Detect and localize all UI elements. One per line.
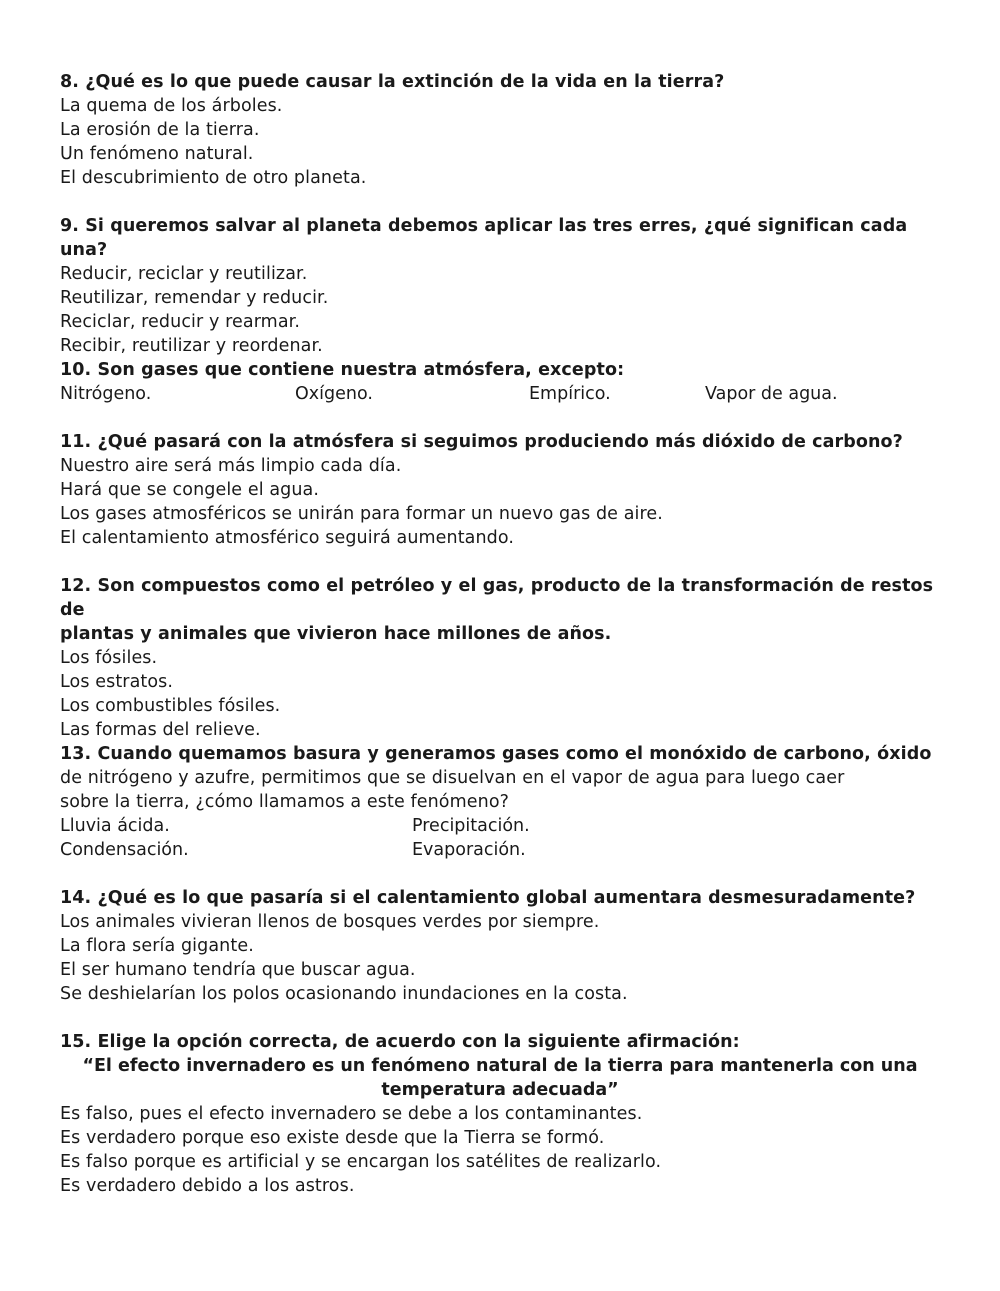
answer-row [60, 838, 940, 862]
question-title-continued: plantas y animales que vivieron hace millones de años. [60, 624, 612, 644]
question-title: 8. ¿Qué es lo que puede causar la extinción de la vida en la tierra? [60, 72, 725, 92]
question-body: de nitrógeno y azufre, permitimos que se disuelvan en el vapor de agua para luego caer [60, 768, 845, 788]
answer-option[interactable]: Los combustibles fósiles. [60, 696, 281, 716]
answer-option[interactable]: Es falso, pues el efecto invernadero se debe a los contaminantes. [60, 1104, 643, 1124]
question-12 [60, 574, 940, 742]
answer-option[interactable]: Recibir, reutilizar y reordenar. [60, 336, 323, 356]
answer-option[interactable]: Es verdadero debido a los astros. [60, 1176, 355, 1196]
answer-option[interactable]: Los animales vivieran llenos de bosques verdes por siempre. [60, 912, 600, 932]
question-body: sobre la tierra, ¿cómo llamamos a este fenómeno? [60, 792, 510, 812]
quote-statement-continued: temperatura adecuada” [381, 1080, 619, 1100]
answer-option[interactable]: Oxígeno. [295, 384, 373, 404]
question-title: 9. Si queremos salvar al planeta debemos aplicar las tres erres, ¿qué significan cada una? [60, 216, 908, 260]
answer-option[interactable]: Es verdadero porque eso existe desde que la Tierra se formó. [60, 1128, 605, 1148]
quote-statement: “El efecto invernadero es un fenómeno natural de la tierra para mantenerla con una [82, 1056, 918, 1076]
question-title: 13. Cuando quemamos basura y generamos gases como el monóxido de carbono, óxido [60, 744, 932, 764]
answer-option[interactable]: La flora sería gigante. [60, 936, 254, 956]
answer-row [60, 382, 940, 406]
answer-option[interactable]: Los gases atmosféricos se unirán para formar un nuevo gas de aire. [60, 504, 663, 524]
question-9 [60, 214, 940, 358]
answer-option[interactable]: Reutilizar, remendar y reducir. [60, 288, 329, 308]
answer-option[interactable]: La quema de los árboles. [60, 96, 283, 116]
answer-option[interactable]: Las formas del relieve. [60, 720, 261, 740]
question-title: 11. ¿Qué pasará con la atmósfera si seguimos produciendo más dióxido de carbono? [60, 432, 903, 452]
answer-option[interactable]: Se deshielarían los polos ocasionando inundaciones en la costa. [60, 984, 628, 1004]
answer-option[interactable]: Nuestro aire será más limpio cada día. [60, 456, 402, 476]
question-11 [60, 430, 940, 550]
answer-option[interactable]: Nitrógeno. [60, 384, 152, 404]
answer-option[interactable]: La erosión de la tierra. [60, 120, 260, 140]
question-8 [60, 70, 940, 190]
question-14 [60, 886, 940, 1006]
answer-option[interactable]: Precipitación. [412, 816, 530, 836]
answer-option[interactable]: Reciclar, reducir y rearmar. [60, 312, 300, 332]
question-title: 12. Son compuestos como el petróleo y el gas, producto de la transformación de restos de [60, 576, 934, 620]
answer-option[interactable]: El calentamiento atmosférico seguirá aumentando. [60, 528, 515, 548]
answer-row [60, 814, 940, 838]
answer-option[interactable]: Los fósiles. [60, 648, 158, 668]
answer-option[interactable]: Condensación. [60, 840, 189, 860]
question-title: 10. Son gases que contiene nuestra atmósfera, excepto: [60, 360, 625, 380]
answer-option[interactable]: Evaporación. [412, 840, 526, 860]
answer-option[interactable]: Un fenómeno natural. [60, 144, 254, 164]
question-10 [60, 358, 940, 406]
answer-option[interactable]: Hará que se congele el agua. [60, 480, 320, 500]
answer-option[interactable]: Reducir, reciclar y reutilizar. [60, 264, 308, 284]
answer-option[interactable]: Lluvia ácida. [60, 816, 170, 836]
answer-option[interactable]: El descubrimiento de otro planeta. [60, 168, 367, 188]
question-13 [60, 742, 940, 862]
answer-option[interactable]: Es falso porque es artificial y se encargan los satélites de realizarlo. [60, 1152, 662, 1172]
answer-option[interactable]: Empírico. [529, 384, 611, 404]
question-title: 14. ¿Qué es lo que pasaría si el calentamiento global aumentara desmesuradamente? [60, 888, 916, 908]
answer-option[interactable]: El ser humano tendría que buscar agua. [60, 960, 416, 980]
answer-option[interactable]: Los estratos. [60, 672, 174, 692]
question-title: 15. Elige la opción correcta, de acuerdo con la siguiente afirmación: [60, 1032, 740, 1052]
question-15 [60, 1030, 940, 1198]
answer-option[interactable]: Vapor de agua. [705, 384, 838, 404]
